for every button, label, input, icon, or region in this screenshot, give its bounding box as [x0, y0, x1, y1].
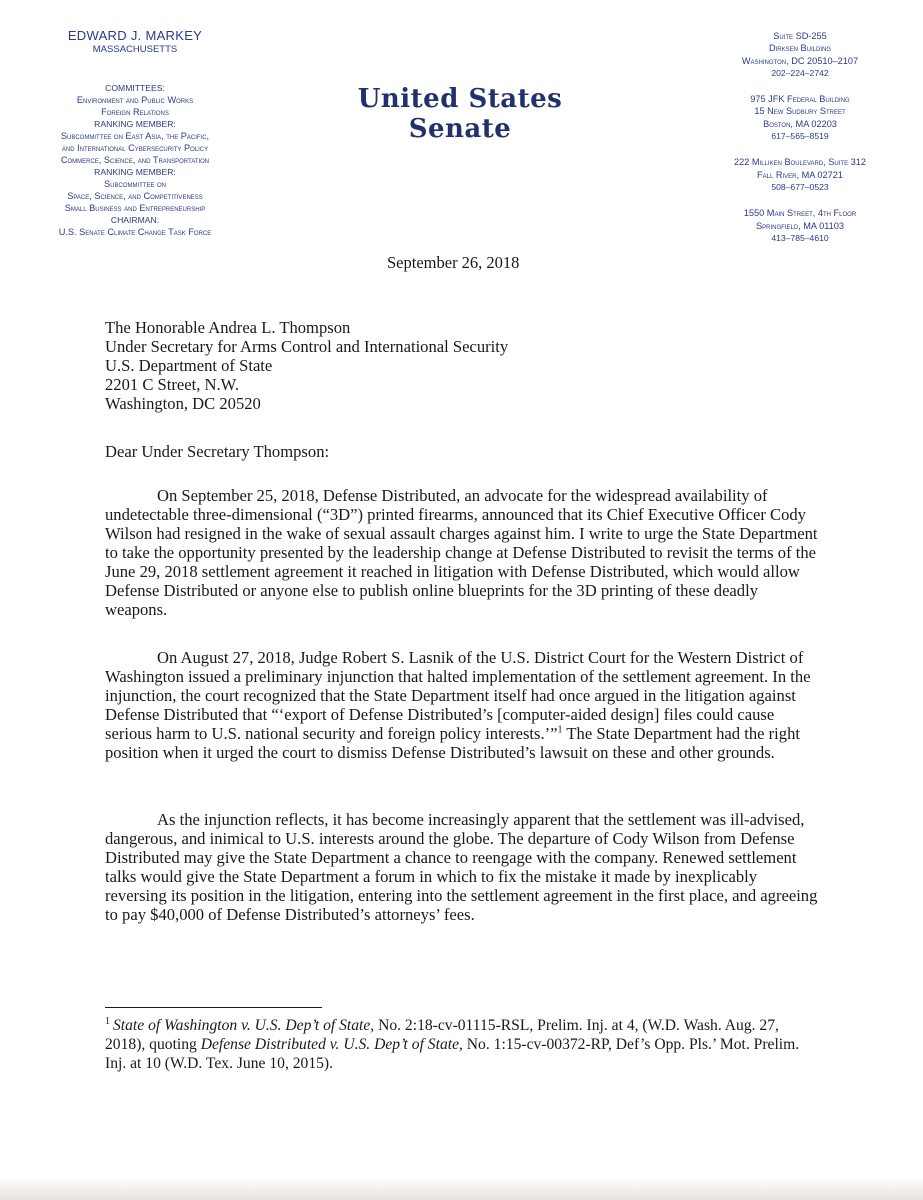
paragraph-2-text-a: On August 27, 2018, Judge Robert S. Lasnik of the U.S. District Court for the Western District of Washington issued a preliminary injunction that halted implementation of the settlement agreement. In the injunction, the court recognized that the State Department itself had once argued in the litigation against Defense Distributed that “‘export of Defense Distributed’s [computer-aided design] files could cause serious harm to U.S. national security and foreign policy interests.’” [105, 648, 811, 743]
addressee-line: The Honorable Andrea L. Thompson [105, 318, 351, 337]
senator-state: MASSACHUSETTS [92, 44, 178, 55]
committee-row: Environment and Public Works [76, 95, 194, 105]
office-address-line: Boston, MA 02203 [763, 118, 837, 129]
office-phone: 617–565–8519 [771, 131, 829, 142]
paragraph-3: As the injunction reflects, it has become increasingly apparent that the settlement was ill-advised, dangerous, and inimical to U.S. interests around the globe. The departure of Cody Wilson from Defense Distributed may give the State Department a chance to reengage with the company. Renewed settlement talks would give the State Department a forum in which to fix the mistake it made by inexplicably reversing its position in the litigation, entering into the settlement agreement in the first place, and agreeing to pay $40,000 of Defense Distributed’s attorneys’ fees. [105, 810, 818, 924]
office-address-line: Springfield, MA 01103 [756, 220, 844, 231]
committee-row: Small Business and Entrepreneurship [64, 203, 206, 213]
office-phone: 413–785–4610 [771, 232, 829, 243]
paragraph-2-text-b: The State Department had the right position when it urged the court to dismiss Defense Distributed’s lawsuit on these and other grounds. [105, 724, 800, 762]
salutation: Dear Under Secretary Thompson: [105, 442, 330, 461]
office-address-block [700, 207, 900, 244]
committee-list [30, 82, 240, 238]
footnote-marker: 1 [105, 1015, 110, 1027]
senate-title: United States Senate [357, 84, 563, 144]
committee-row: Commerce, Science, and Transportation [60, 155, 210, 165]
letterhead-left [30, 28, 240, 238]
addressee-line: Under Secretary for Arms Control and International Security [105, 337, 509, 356]
committee-row: RANKING MEMBER: [94, 167, 176, 177]
office-address-line: Fall River, MA 02721 [757, 169, 843, 180]
committee-row: COMMITTEES: [105, 83, 165, 93]
addressee-block [105, 318, 820, 413]
footnote-case-2: Defense Distributed v. U.S. Dep’t of State [200, 1036, 459, 1053]
office-phone: 202–224–2742 [771, 67, 829, 78]
page-bottom-edge [0, 1178, 923, 1200]
committee-row: CHAIRMAN: [110, 215, 160, 225]
addressee-line: Washington, DC 20520 [105, 394, 261, 413]
letterhead-right [700, 30, 900, 258]
committee-row: RANKING MEMBER: [94, 119, 176, 129]
footnote-case-1: State of Washington v. U.S. Dep’t of State [113, 1017, 371, 1034]
office-list [700, 30, 900, 244]
committee-row: Space, Science, and Competitiveness [67, 191, 203, 201]
office-address-line: 1550 Main Street, 4th Floor [743, 208, 857, 219]
office-address-line: Washington, DC 20510–2107 [741, 55, 859, 66]
office-address-line: Dirksen Building [769, 43, 831, 54]
senator-name: EDWARD J. MARKEY [67, 28, 203, 43]
addressee-line: U.S. Department of State [105, 356, 273, 375]
office-address-block [700, 30, 900, 79]
footnote [105, 1016, 820, 1073]
committee-row: U.S. Senate Climate Change Task Force [58, 227, 212, 237]
office-address-line: Suite SD-255 [773, 31, 827, 41]
letter-date: September 26, 2018 [387, 253, 520, 272]
office-address-line: 975 JFK Federal Building [750, 94, 850, 105]
committee-row: Subcommittee on [103, 179, 166, 189]
office-address-line: 222 Milliken Boulevard, Suite 312 [734, 157, 866, 168]
footnote-divider [105, 1007, 322, 1008]
committee-row: Subcommittee on East Asia, the Pacific, [60, 131, 210, 141]
footnote-reference: 1 [557, 724, 563, 736]
paragraph-1: On September 25, 2018, Defense Distributed, an advocate for the widespread availability of undetectable three-dimensional (“3D”) printed firearms, announced that its Chief Executive Officer Cody Wilson had resigned in the wake of sexual assault charges against him. I write to urge the State Department to take the opportunity presented by the leadership change at Defense Distributed to revisit the terms of the June 29, 2018 settlement agreement it reached in litigation with Defense Distributed, which would allow Defense Distributed or anyone else to publish online blueprints for the 3D printing of these deadly weapons. [105, 486, 818, 619]
office-address-block [700, 156, 900, 193]
office-phone: 508–677–0523 [771, 181, 829, 192]
footnote-text-2: , No. 1:15-cv-00372-RP, Def’s Opp. Pls.’ Mot. Prelim. Inj. at 10 (W.D. Tex. June 10, 2015). [105, 1036, 800, 1072]
committee-row: Foreign Relations [101, 107, 169, 117]
paragraph-2 [105, 648, 820, 762]
addressee-line: 2201 C Street, N.W. [105, 375, 239, 394]
office-address-block [700, 93, 900, 142]
committee-row: and International Cybersecurity Policy [61, 143, 209, 153]
footnote-text-1: , No. 2:18-cv-01115-RSL, Prelim. Inj. at 4, (W.D. Wash. Aug. 27, 2018), quoting [105, 1017, 779, 1053]
office-address-line: 15 New Sudbury Street [754, 106, 846, 117]
